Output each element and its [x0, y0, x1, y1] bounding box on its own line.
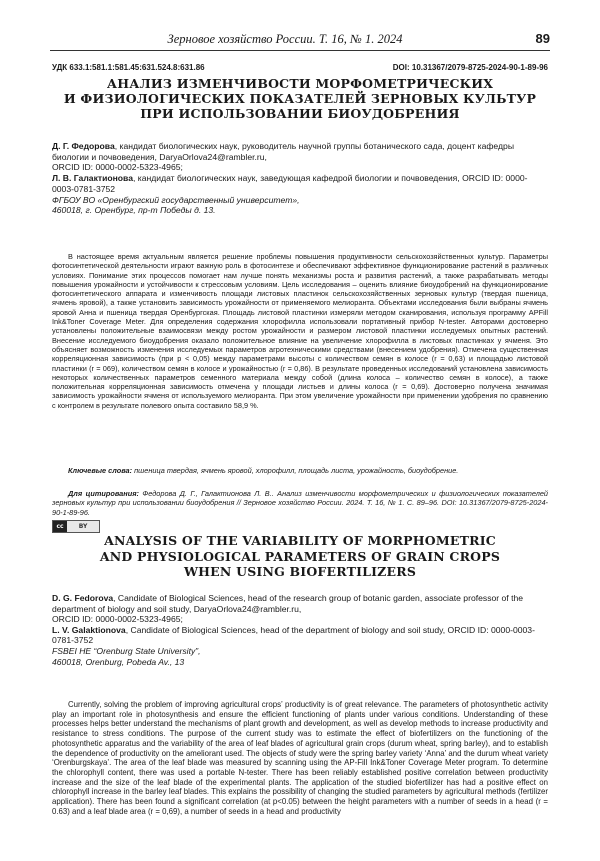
- author-1-description: , кандидат биологических наук, руководитель научной группы ботанического сада, доцент кафедры биологии и почвоведения, DaryaOrlova24@rambler.ru,: [52, 141, 514, 162]
- citation-label: Для цитирования:: [68, 489, 139, 498]
- author-1-orcid: ORCID ID: 0000-0002-5323-4965;: [52, 614, 183, 625]
- author-2-en: [52, 625, 548, 646]
- affiliation-ru: ФГБОУ ВО «Оренбургский государственный университет»,: [52, 194, 300, 205]
- address-en: 460018, Orenburg, Pobeda Av., 13: [52, 656, 185, 667]
- journal-title: Зерновое хозяйство России. Т. 16, № 1. 2024: [167, 32, 403, 46]
- cc-by-license-badge[interactable]: [52, 520, 100, 533]
- author-1-ru: [52, 141, 548, 162]
- author-1-en: [52, 593, 548, 614]
- title-ru-line: И ФИЗИОЛОГИЧЕСКИХ ПОКАЗАТЕЛЕЙ ЗЕРНОВЫХ КУЛЬТУР: [63, 91, 537, 106]
- title-en-line: WHEN USING BIOFERTILIZERS: [183, 564, 417, 579]
- author-2-name: L. V. Galaktionova: [52, 624, 126, 635]
- citation-ru: [52, 489, 548, 517]
- abstract-ru: В настоящее время актуальным является решение проблемы повышения продуктивности сельскохозяйственных культур. Параметры фотосинтетической деятельности играют важную роль в фотосинтезе и обеспечивают эффективное функционирование растений в различных условиях. Понимание этих процессов помогает нам лучше понять механизмы роста и развития растений, а также разрабатывать методы повышения урожайности и устойчивости к стрессовым условиям. Цель исследования – оценить влияние биоудобрений на функционирование фотосинтетического аппарата и изменчивость площади листовых пластинок сельскохозяйственных зерновых культур (твердая пшеница, ячмень яровой), а также установить зависимость урожайности от применяемого мелиоранта. Объектами исследования были выбраны ячмень яровой Анна и пшеница твердая Оренбургская. Площадь листовой пластинки измеряли методом сканирования, используя программу APFill Ink&Toner Coverage Meter. Для определения содержания хлорофилла использовали портативный прибор N-tester. Авторами достоверно установлены положительные взаимосвязи между ростом урожайности и размером листовой пластинки исследуемых опытных растений. Внесение исследуемого биоудобрения оказало положительное влияние на увеличение хлорофилла в листовых пластинках у ячменя. Это объясняет возможность изменения исследуемых параметров агротехническими средствами (внесением удобрения). Отмечена существенная корреляционная зависимость (при p < 0,05) между параметрами высоты с количеством семян в колосе (r = 0,63) и площадью листовой пластинки (r = 069), количеством семян в колосе и урожайностью (r = 0,86). В результате проведенных исследований установлена зависимость некоторых количественных параметров семенного материала между собой (длина колоса – количество семян в колосе), а также положительная корреляционная зависимость отмечена у площади листьев и длины колоса (r = 0,69). Достоверно получена значимая зависимость урожайности ячменя от используемого мелиоранта. При этом увеличение урожайности при применении удобрения по сравнению с контролем в результате полевого опыта составило 58,9 %.: [52, 252, 548, 410]
- running-header: [50, 30, 550, 51]
- title-ru-line: АНАЛИЗ ИЗМЕНЧИВОСТИ МОРФОМЕТРИЧЕСКИХ: [106, 76, 494, 91]
- abstract-en: Currently, solving the problem of improving agricultural crops’ productivity is of great relevance. The parameters of photosynthetic activity play an important role in photosynthesis and ensure the efficient functioning of plants under various conditions. Understanding of these processes helps better understand the mechanisms of plant growth and development, as well as develop methods to increase productivity and resistance to stress conditions. The purpose of the current study was to estimate the effect of biofertilizers on the functioning of the photosynthetic apparatus and the variability of the area of leaf blades of agricultural grain crops (durum wheat, spring barley), and to establish the dependence of productivity on the ameliorant used. The objects of study were the spring barley variety ‘Anna’ and the durum wheat variety ‘Orenburgskaya’. The area of the leaf blade was measured by scanning using the AP-Fill Ink&Toner Coverage Meter program. To determine the chlorophyll content, there was used a portable N-tester. There has been reliably established positive correlation between productivity increase and the size of the leaf blade of the experimental plants. The application of the studied biofertilizer has had a positive effect on chlorophyll increase in the barley leaf blades. This explains the possibility of changing the studied parameters by agricultural methods (fertilizer application). There has been found a significant correlation (at p<0.05) between the height parameters with a number of seeds in a head (r = 0.63) and a leaf blade area (r = 0,69), a number of seeds in a head and productivity: [52, 700, 548, 816]
- keywords-label: Ключевые слова:: [68, 466, 133, 475]
- author-2-description: , Candidate of Biological Sciences, head of the department of biology and soil study, ORCID ID: 0000-0003-0781-3752: [52, 624, 535, 646]
- title-en-line: AND PHYSIOLOGICAL PARAMETERS OF GRAIN CROPS: [99, 548, 501, 564]
- authors-ru: [52, 141, 548, 216]
- page-number: 89: [535, 31, 550, 46]
- authors-en: [52, 593, 548, 667]
- by-icon: BY: [78, 523, 88, 530]
- author-1-orcid: ORCID ID: 0000-0002-5323-4965;: [52, 162, 183, 173]
- title-ru-line: ПРИ ИСПОЛЬЗОВАНИИ БИОУДОБРЕНИЯ: [140, 106, 460, 121]
- title-en-line: ANALYSIS OF THE VARIABILITY OF MORPHOMETRIC: [104, 533, 496, 548]
- title-en: [50, 533, 550, 580]
- author-1-name: D. G. Fedorova: [52, 593, 114, 603]
- author-1-description: , Candidate of Biological Sciences, head of the research group of botanic garden, associate professor of the department of biology and soil study, DaryaOrlova24@rambler.ru,: [52, 593, 524, 614]
- author-1-name: Д. Г. Федорова: [52, 141, 115, 151]
- affiliation-en: FSBEI HE “Orenburg State University”,: [52, 645, 201, 656]
- title-ru: [50, 76, 550, 121]
- keywords-text: пшеница твердая, ячмень яровой, хлорофилл, площадь листа, урожайность, биоудобрение.: [132, 466, 459, 475]
- doi: DOI: 10.31367/2079-8725-2024-90-1-89-96: [392, 63, 548, 72]
- author-2-description: , кандидат биологических наук, заведующая кафедрой биологии и почвоведения, ORCID ID: 0000-0003-0781-3752: [52, 173, 528, 194]
- author-2-name: Л. В. Галактионова: [52, 173, 133, 184]
- cc-icon: cc: [53, 521, 67, 532]
- keywords-ru: [52, 466, 548, 475]
- address-ru: 460018, г. Оренбург, пр-т Победы д. 13.: [52, 205, 216, 216]
- citation-text: Федорова Д. Г., Галактионова Л. В.. Анализ изменчивости морфометрических и физиологических показателей зерновых культур при использовании биоудобрения // Зерновое хозяйство России. 2024. Т. 16, № 1. С. 89–96. DOI: 10.31367/2079-8725-2024-90-1-89-96.: [52, 489, 548, 517]
- udc-code: УДК 633.1:581.1:581.45:631.524.8:631.86: [52, 63, 205, 72]
- author-2-ru: [52, 173, 548, 194]
